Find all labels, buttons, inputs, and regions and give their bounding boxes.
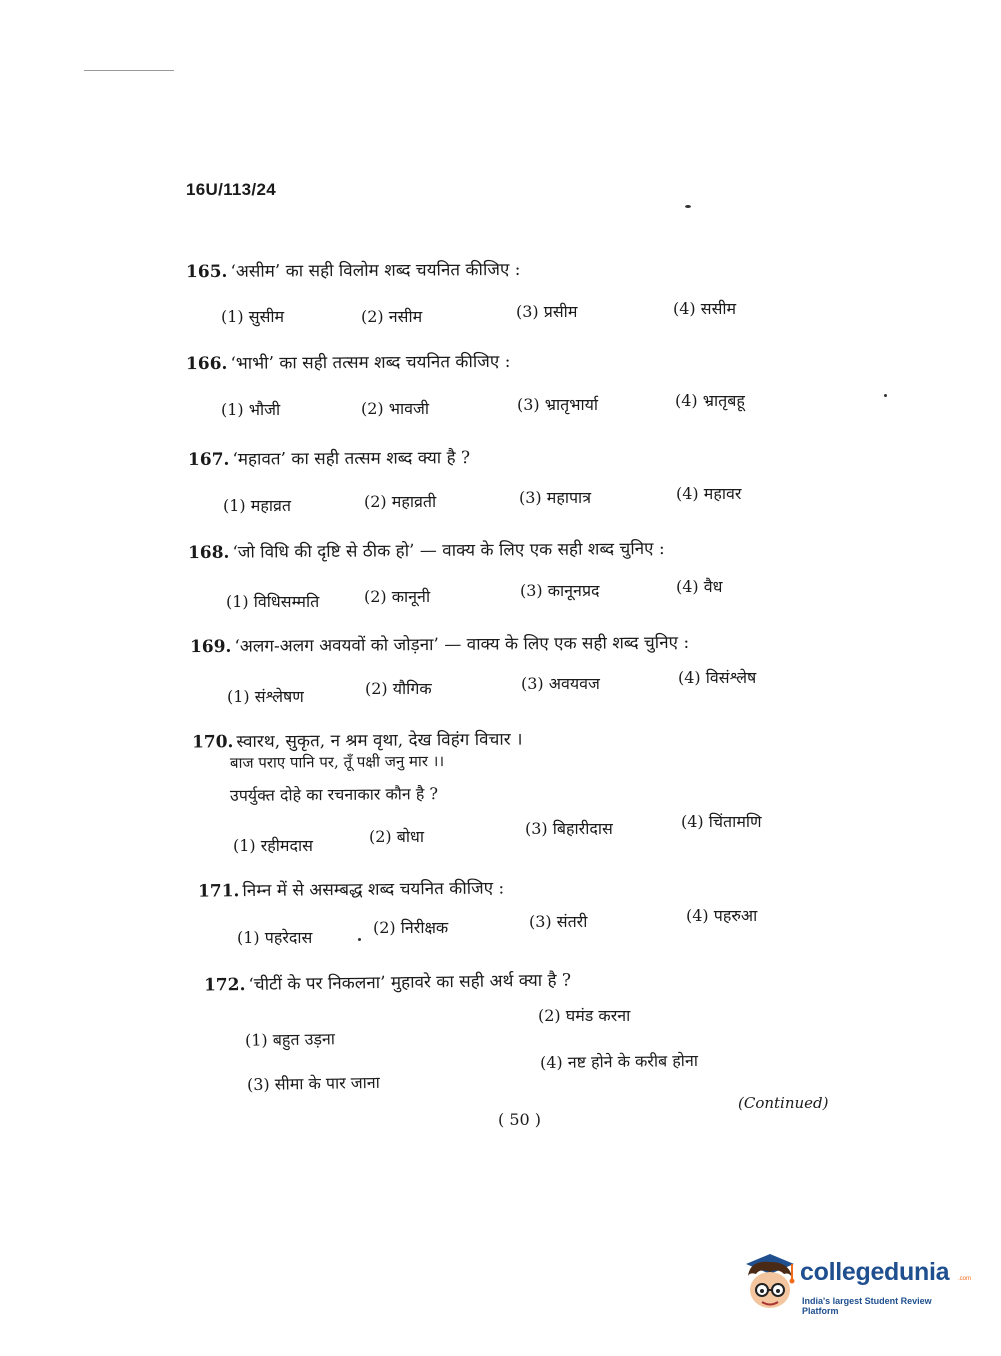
question-text: ‘असीम’ का सही विलोम शब्द चयनित कीजिए :	[230, 259, 521, 282]
option-2: (2) यौगिक	[365, 679, 432, 698]
option-2: (2) कानूनी	[364, 587, 431, 606]
question-167	[188, 445, 470, 470]
option-3: (3) भ्रातृभार्या	[517, 395, 599, 414]
option-4: (4) पहरुआ	[686, 906, 758, 925]
option-4: (4) भ्रातृबहू	[675, 391, 745, 410]
option-2: (2) नसीम	[361, 307, 423, 326]
option-3: (3) अवयवज	[521, 674, 600, 693]
question-166	[186, 349, 511, 374]
question-verse-line: बाज पराए पानि पर, तूँ पक्षी जनु मार ।।	[229, 752, 445, 772]
option-4: (4) ससीम	[673, 299, 737, 318]
question-170	[192, 727, 523, 753]
option-1: (1) भौजी	[221, 400, 281, 419]
question-text: निम्न में से असम्बद्ध शब्द चयनित कीजिए :	[242, 878, 505, 902]
question-number: 171.	[197, 881, 240, 902]
option-3: (3) संतरी	[529, 912, 588, 931]
scan-speck	[358, 938, 361, 941]
page-number: ( 50 )	[498, 1110, 542, 1129]
brand-suffix: .com	[958, 1276, 972, 1282]
option-1: (1) पहरेदास	[237, 928, 313, 947]
question-169	[190, 630, 689, 657]
option-3: (3) महापात्र	[519, 488, 592, 507]
question-number: 167.	[187, 449, 230, 470]
scan-speck	[884, 394, 887, 397]
option-2: (2) महाव्रती	[364, 492, 437, 511]
question-number: 166.	[185, 353, 228, 375]
option-3: (3) प्रसीम	[516, 302, 578, 321]
option-3: (3) सीमा के पार जाना	[246, 1072, 380, 1095]
option-2: (2) बोधा	[369, 827, 425, 846]
option-4: (4) वैध	[676, 577, 723, 596]
option-1: (1) सुसीम	[221, 307, 285, 326]
option-2: (2) घमंड करना	[538, 1006, 631, 1025]
question-text: ‘जो विधि की दृष्टि से ठीक हो’ — वाक्य के लिए एक सही शब्द चुनिए :	[232, 538, 665, 563]
brand-name: collegedunia	[800, 1258, 950, 1286]
option-4: (4) महावर	[676, 484, 742, 503]
continued-note: (Continued)	[738, 1094, 829, 1112]
question-prompt: उपर्युक्त दोहे का रचनाकार कौन है ?	[229, 784, 439, 805]
question-165	[186, 257, 521, 282]
option-4: (4) नष्ट होने के करीब होना	[539, 1050, 699, 1073]
option-4: (4) विसंश्लेष	[678, 668, 757, 687]
option-1: (1) रहीमदास	[233, 836, 313, 855]
scan-artifact-line	[84, 70, 174, 71]
question-number: 168.	[187, 542, 230, 564]
question-number: 172.	[203, 974, 246, 996]
mascot-icon	[740, 1250, 800, 1320]
option-1: (1) महाव्रत	[223, 496, 291, 515]
question-text: स्वारथ, सुकृत, न श्रम वृथा, देख विहंग विचार ।	[236, 729, 523, 753]
question-text: ‘महावत’ का सही तत्सम शब्द क्या है ?	[232, 448, 471, 470]
question-number: 170.	[191, 732, 234, 753]
question-number: 165.	[185, 261, 228, 283]
option-2: (2) निरीक्षक	[373, 918, 449, 937]
paper-code: 16U/113/24	[186, 180, 276, 199]
question-172	[204, 967, 571, 995]
option-1: (1) विधिसम्मति	[226, 592, 320, 611]
question-text: ‘भाभी’ का सही तत्सम शब्द चयनित कीजिए :	[230, 351, 511, 374]
question-text: ‘अलग-अलग अवयवों को जोड़ना’ — वाक्य के लिए एक सही शब्द चुनिए :	[234, 632, 690, 657]
option-3: (3) बिहारीदास	[525, 819, 613, 838]
option-2: (2) भावजी	[361, 399, 430, 418]
question-number: 169.	[189, 636, 232, 658]
option-1: (1) संश्लेषण	[227, 687, 304, 706]
option-3: (3) कानूनप्रद	[520, 581, 600, 600]
collegedunia-watermark	[740, 1250, 970, 1320]
question-171	[198, 875, 504, 901]
question-168	[188, 536, 665, 563]
question-text: ‘चीटीं के पर निकलना’ मुहावरे का सही अर्थ क्या है ?	[248, 970, 572, 995]
brand-tagline: India's largest Student Review Platform	[802, 1296, 932, 1316]
option-1: (1) बहुत उड़ना	[244, 1029, 336, 1050]
scan-speck	[685, 205, 691, 208]
option-4: (4) चिंतामणि	[681, 812, 762, 831]
